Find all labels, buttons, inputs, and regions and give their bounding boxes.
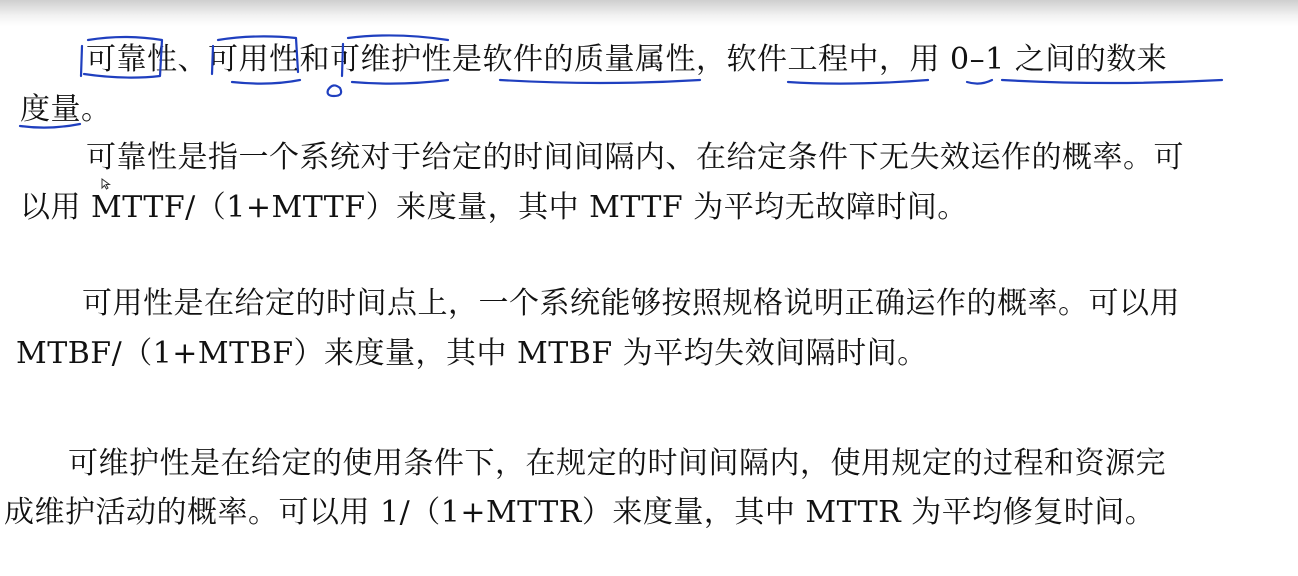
annotation-underline-use bbox=[967, 80, 992, 84]
paragraph-2-line-2: 以用 MTTF/（1+MTTF）来度量，其中 MTTF 为平均无故障时间。 bbox=[20, 190, 968, 225]
annotation-underline-quality bbox=[500, 80, 700, 83]
annotation-circle bbox=[328, 85, 342, 96]
paragraph-1-line-1: 可靠性、可用性和可维护性是软件的质量属性，软件工程中，用 0–1 之间的数来 bbox=[86, 42, 1168, 77]
paragraph-1-line-2: 度量。 bbox=[20, 92, 112, 127]
annotation-underline-maintainability bbox=[352, 80, 448, 84]
paragraph-3-line-1: 可用性是在给定的时间点上，一个系统能够按照规格说明正确运作的概率。可以用 bbox=[82, 286, 1180, 321]
paragraph-4-line-2: 成维护活动的概率。可以用 1/（1+MTTR）来度量，其中 MTTR 为平均修复时间。 bbox=[4, 495, 1156, 530]
paragraph-4-line-1: 可维护性是在给定的使用条件下，在规定的时间间隔内，使用规定的过程和资源完 bbox=[68, 446, 1166, 481]
top-shadow bbox=[0, 0, 1298, 26]
paragraph-3-line-2: MTBF/（1+MTBF）来度量，其中 MTBF 为平均失效间隔时间。 bbox=[16, 336, 928, 371]
paragraph-2-line-1: 可靠性是指一个系统对于给定的时间间隔内、在给定条件下无失效运作的概率。可 bbox=[86, 140, 1184, 175]
annotation-underline-range bbox=[1002, 80, 1222, 83]
annotation-underline-se bbox=[788, 80, 928, 84]
mouse-cursor-icon bbox=[101, 178, 111, 190]
annotation-underline-availability bbox=[232, 80, 300, 84]
